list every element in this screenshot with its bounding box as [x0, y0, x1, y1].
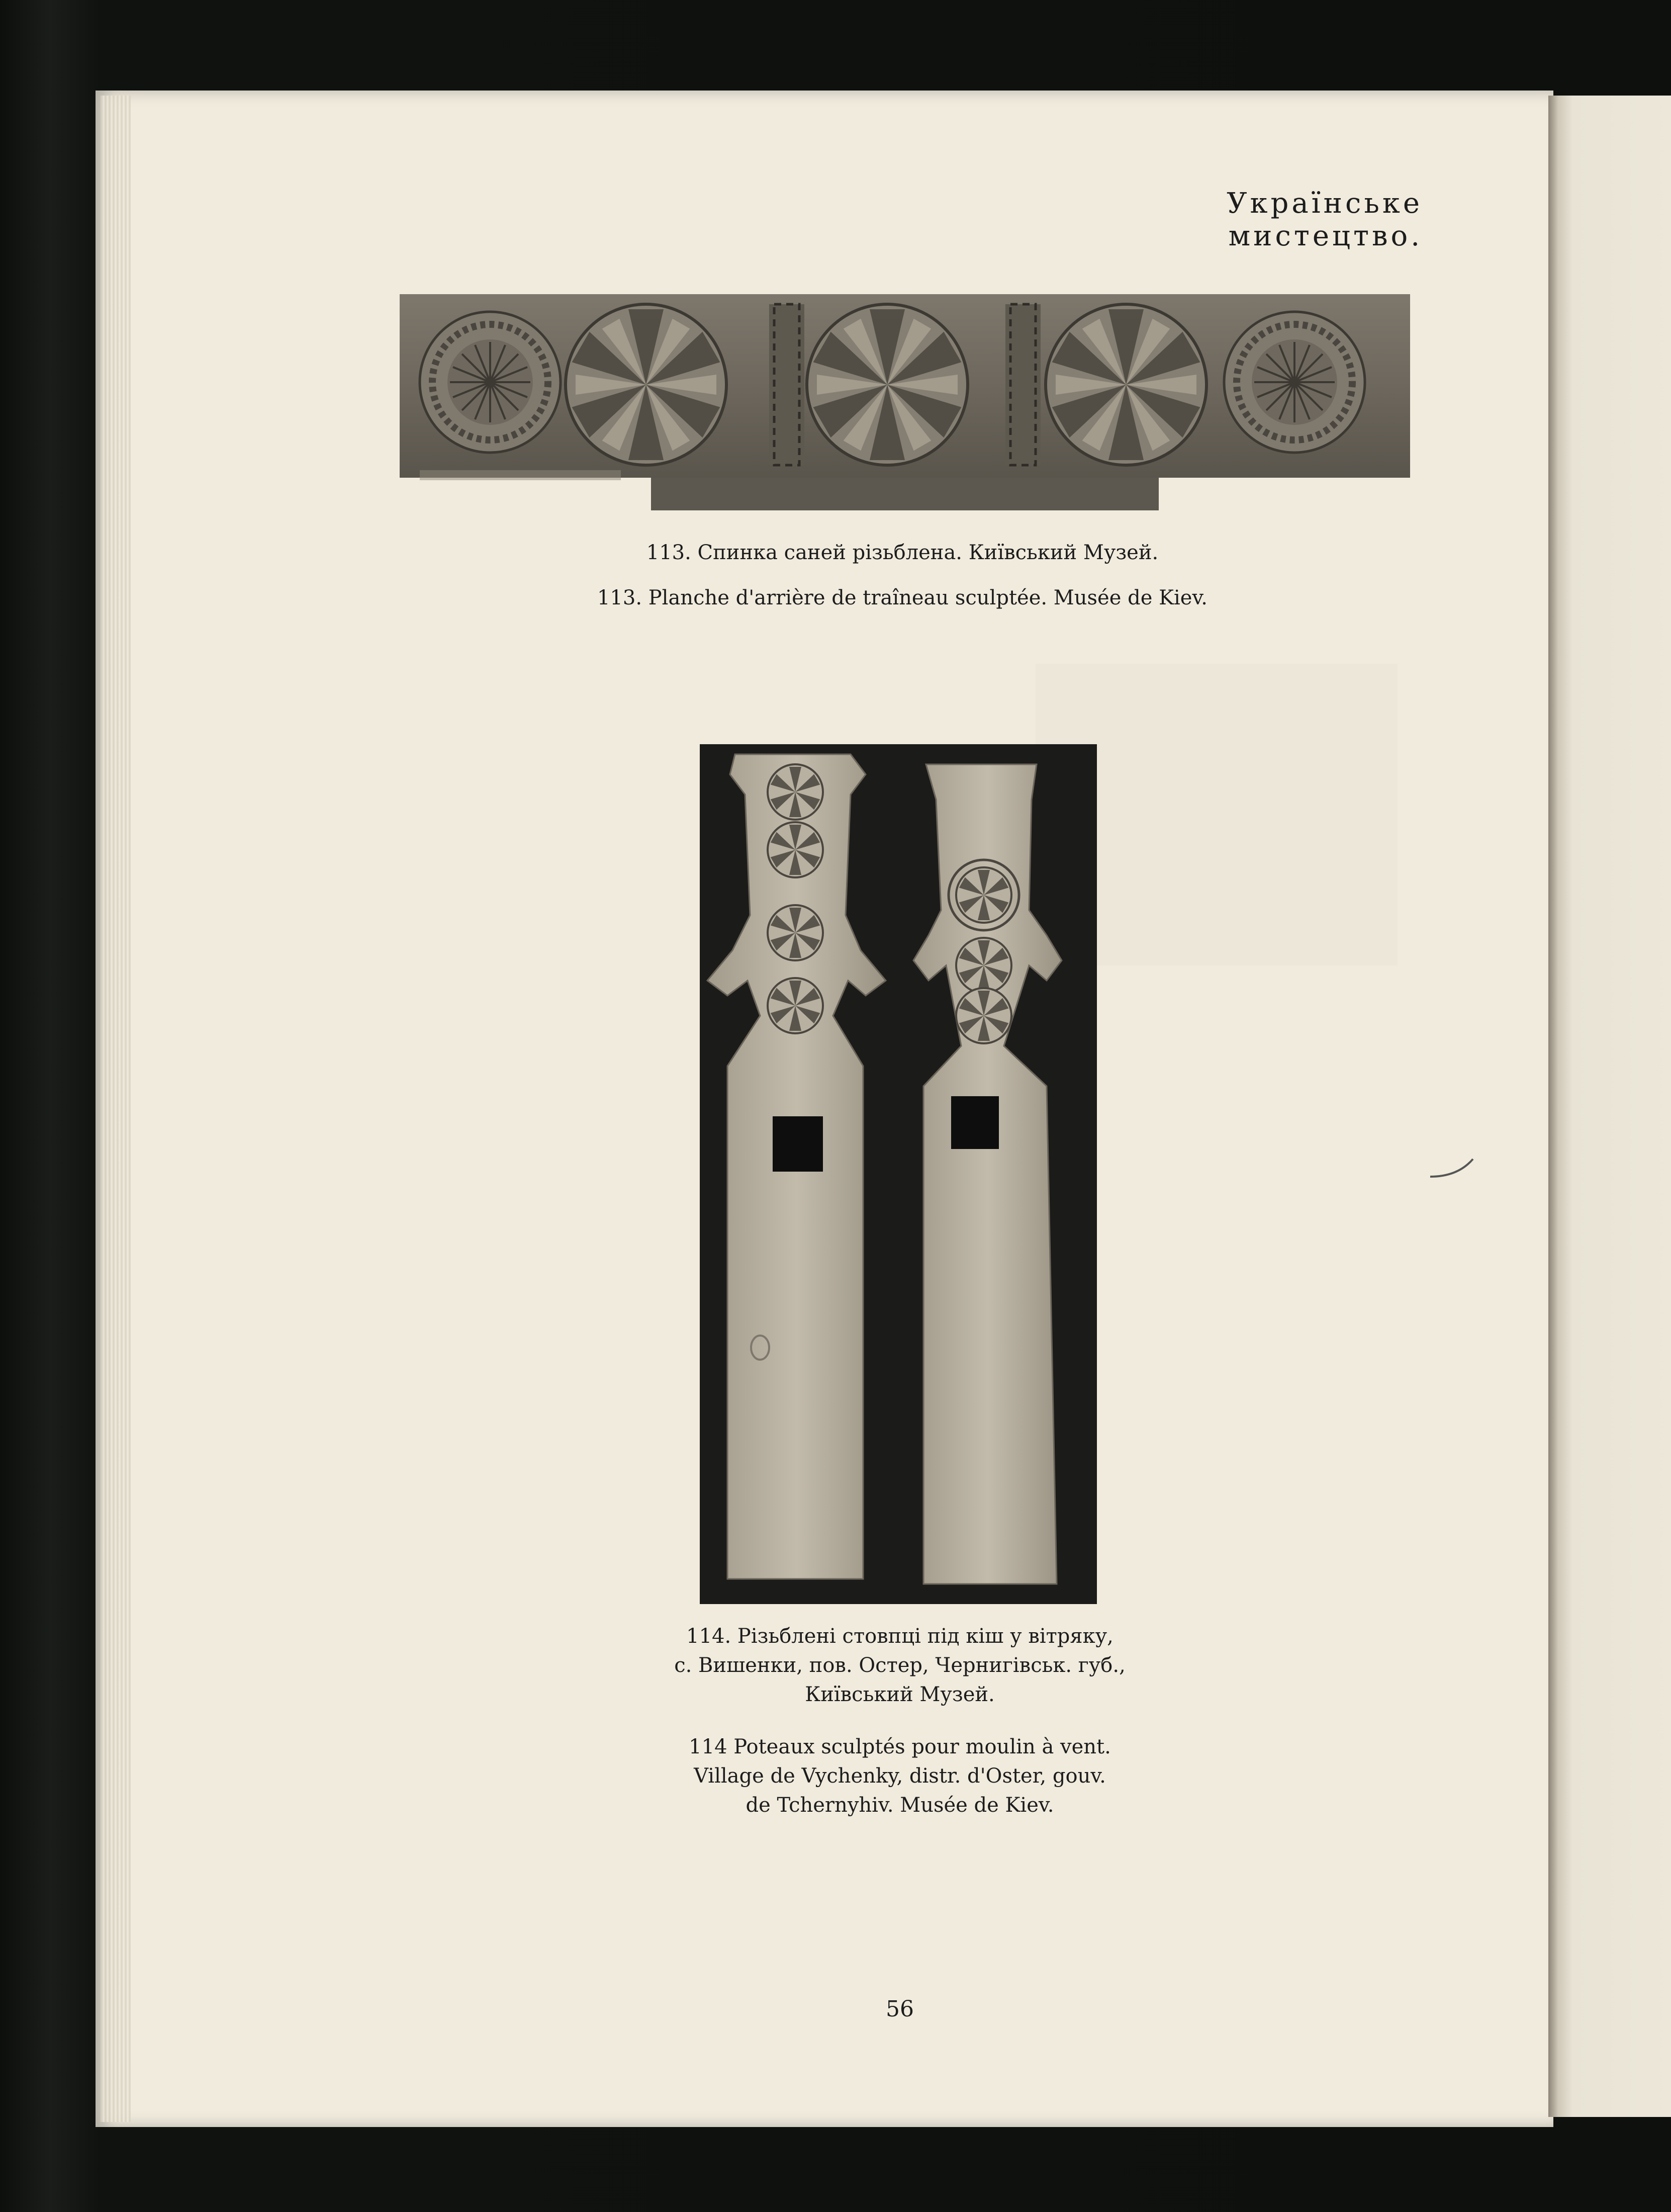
- figure-114-caption-ua: [669, 1622, 1131, 1709]
- windmill-posts-photo: [700, 744, 1097, 1604]
- figure-114-caption-ua-line-3: Київський Музей.: [805, 1683, 995, 1706]
- facing-page: [1548, 96, 1671, 2117]
- pencil-mark: [1428, 1157, 1478, 1182]
- running-title: Українське мистецтво.: [1227, 187, 1423, 252]
- figure-114-caption-fr: [654, 1732, 1146, 1820]
- figure-114-caption-fr-line-2: Village de Vychenky, distr. d'Oster, gouv.: [694, 1764, 1106, 1788]
- figure-113-caption-ua: 113. Спинка саней різьблена. Київський Музей.: [646, 541, 1159, 564]
- sleigh-back-photo: [400, 294, 1410, 510]
- page-edges: [101, 96, 131, 2122]
- figure-114-caption-fr-line-3: de Tchernyhiv. Musée de Kiev.: [746, 1794, 1054, 1817]
- figure-114-caption-ua-line-1: 114. Різьблені стовпці під кіш у вітряку,: [686, 1625, 1113, 1648]
- figure-114-caption-ua-line-2: с. Вишенки, пов. Остер, Чернигівськ. губ.,: [674, 1654, 1126, 1677]
- figure-114-caption-fr-line-1: 114 Poteaux sculptés pour moulin à vent.: [689, 1735, 1111, 1758]
- page-number: 56: [886, 1996, 914, 2022]
- figure-113-caption-fr: 113. Planche d'arrière de traîneau sculptée. Musée de Kiev.: [597, 586, 1208, 609]
